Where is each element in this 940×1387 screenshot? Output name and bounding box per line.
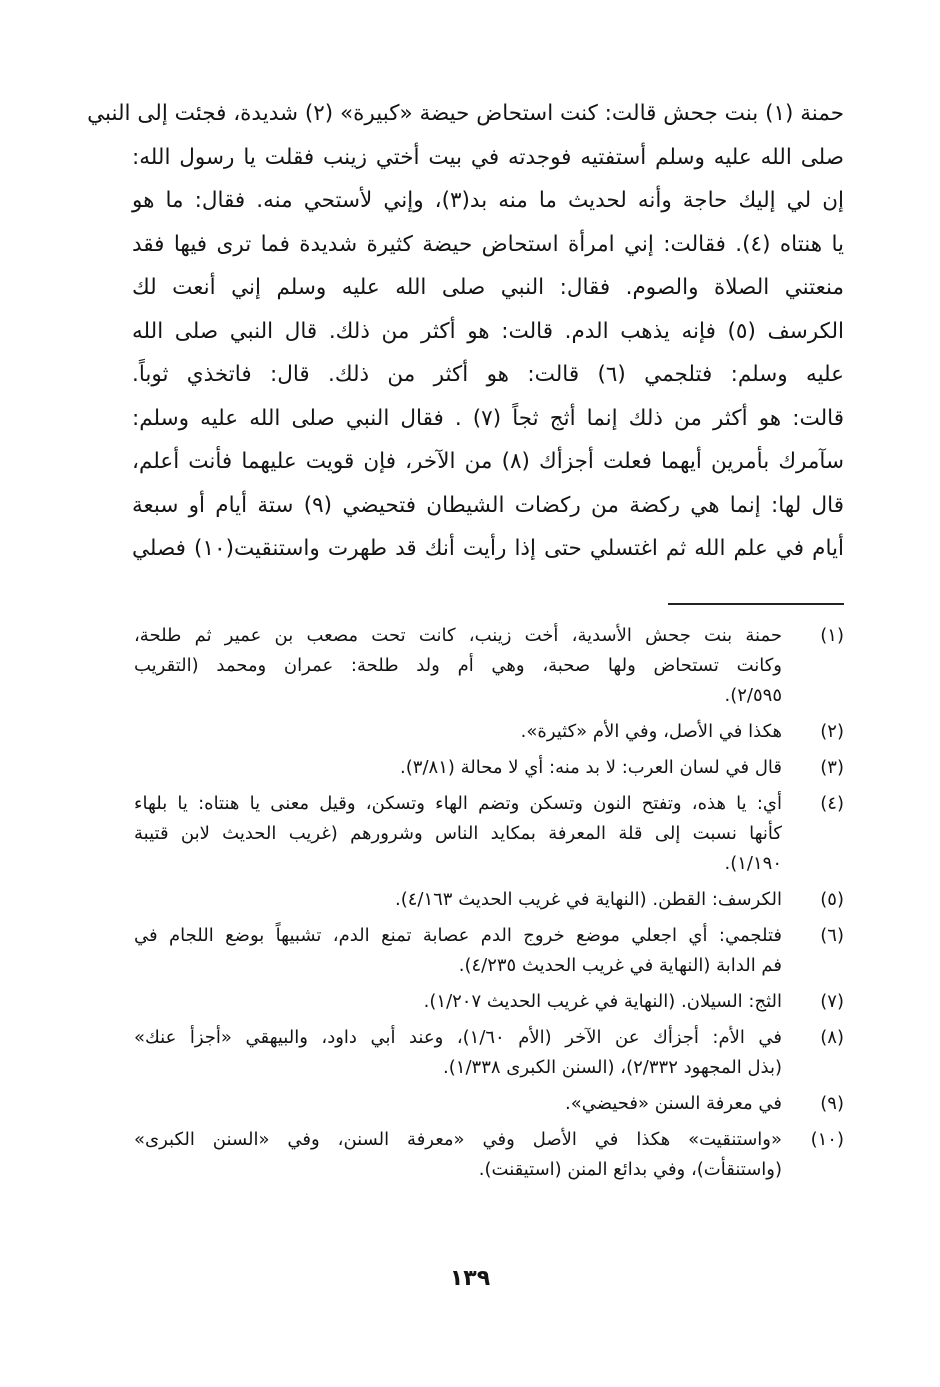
page-number: ١٣٩: [449, 1266, 491, 1291]
footnote-item: [134, 789, 844, 879]
footnote-line: حمنة بنت جحش الأسدية، أخت زينب، كانت تحت مصعب بن عمير ثم طلحة،: [134, 625, 782, 646]
footnote-item: [134, 753, 844, 783]
main-text-line: إن لي إليك حاجة وأنه لحديث ما منه بد(٣)، وإني لأستحي منه. فقال: ما هو: [132, 188, 844, 213]
footnote-number: (٤): [820, 793, 844, 814]
main-text-line: صلى الله عليه وسلم أستفتيه فوجدته في بيت أختي زينب فقلت يا رسول الله:: [132, 144, 844, 170]
main-text-line: يا هنتاه (٤). فقالت: إني امرأة استحاض حيضة كثيرة شديدة فما ترى فيها فقد: [132, 231, 844, 257]
footnote-line: الكرسف: القطن. (النهاية في غريب الحديث ٤/١٦٣).: [394, 889, 782, 910]
footnote-item: [134, 921, 844, 981]
footnote-number: (١٠): [810, 1129, 844, 1150]
footnote-line: في الأم: أجزأك عن الآخر (الأم ١/٦٠)، وعند أبي داود، والبيهقي «أجزأ عنك»: [134, 1027, 782, 1048]
footnote-text: [134, 789, 782, 879]
main-text-line: الكرسف (٥) فإنه يذهب الدم. قالت: هو أكثر من ذلك. قال النبي صلى الله: [132, 318, 844, 344]
main-text-line: عليه وسلم: فتلجمي (٦) قالت: هو أكثر من ذلك. قال: فاتخذي ثوباً.: [132, 362, 844, 387]
main-text-line: حمنة (١) بنت جحش قالت: كنت استحاض حيضة «كبيرة» (٢) شديدة، فجئت إلى النبي: [87, 101, 844, 126]
footnote-line: الثج: السيلان. (النهاية في غريب الحديث ١/٢٠٧).: [423, 991, 782, 1012]
footnote-line: فم الدابة (النهاية في غريب الحديث ٤/٢٣٥).: [458, 955, 782, 976]
footnote-number: (٥): [820, 889, 844, 910]
footnote-number: (٢): [820, 721, 844, 742]
main-text-line: منعتني الصلاة والصوم. فقال: النبي صلى الله عليه وسلم إني أنعت لك: [132, 275, 844, 300]
footnote-text: [134, 753, 782, 783]
footnote-number: (٩): [820, 1093, 844, 1114]
footnote-line: أي: يا هذه، وتفتح النون وتسكن وتضم الهاء وتسكن، وقيل معنى يا هنتاه: يا بلهاء: [134, 793, 782, 814]
footnote-item: [134, 717, 844, 747]
footnote-text: [134, 1125, 782, 1185]
main-text-line: قال لها: إنما هي ركضة من ركضات الشيطان فتحيضي (٩) ستة أيام أو سبعة: [132, 492, 844, 518]
main-text-line: سآمرك بأمرين أيهما فعلت أجزأك (٨) من الآخر، فإن قويت عليهما فأنت أعلم،: [132, 449, 844, 474]
footnotes-list: [134, 621, 844, 1191]
footnote-item: [134, 987, 844, 1017]
footnote-text: [134, 885, 782, 915]
footnote-line: ١/١٩٠).: [724, 853, 782, 874]
footnote-text: [134, 921, 782, 981]
footnote-line: ٢/٥٩٥).: [724, 685, 782, 706]
footnote-item: [134, 1125, 844, 1185]
footnote-line: «واستنقيت» هكذا في الأصل وفي «معرفة السنن، وفي «السنن الكبرى»: [134, 1129, 782, 1150]
footnote-line: (واستنقأت)، وفي بدائع المنن (استيقنت).: [478, 1159, 782, 1180]
main-text-line: قالت: هو أكثر من ذلك إنما أثج ثجاً (٧) . فقال النبي صلى الله عليه وسلم:: [132, 405, 844, 431]
footnote-number: (٨): [820, 1027, 844, 1048]
footnote-line: هكذا في الأصل، وفي الأم «كثيرة».: [520, 721, 782, 742]
footnote-line: (بذل المجهود ٢/٣٣٢)، (السنن الكبرى ١/٣٣٨).: [443, 1057, 782, 1078]
footnote-number: (١): [820, 625, 844, 646]
footnote-item: [134, 885, 844, 915]
footnote-item: [134, 1089, 844, 1119]
footnote-text: [134, 987, 782, 1017]
footnote-number: (٣): [820, 757, 844, 778]
footnote-text: [134, 1023, 782, 1083]
footnote-line: كأنها نسبت إلى قلة المعرفة بمكايد الناس وشرورهم (غريب الحديث لابن قتيبة: [134, 823, 782, 844]
footnote-text: [134, 621, 782, 711]
footnote-item: [134, 621, 844, 711]
main-text-block: [87, 92, 845, 571]
footnote-line: فتلجمي: أي اجعلي موضع خروج الدم عصابة تمنع الدم، تشبيهاً بوضع اللجام في: [134, 925, 782, 946]
footnote-number: (٦): [820, 925, 844, 946]
footnote-number: (٧): [820, 991, 844, 1012]
main-text-line: أيام في علم الله ثم اغتسلي حتى إذا رأيت أنك قد طهرت واستنقيت(١٠) فصلي: [132, 536, 845, 561]
footnote-item: [134, 1023, 844, 1083]
footnote-text: [134, 1089, 782, 1119]
footnote-line: وكانت تستحاض ولها صحبة، وهي أم ولد طلحة: عمران ومحمد (التقريب: [134, 655, 782, 676]
footnote-line: قال في لسان العرب: لا بد منه: أي لا محالة (٣/٨١).: [400, 757, 782, 778]
footnote-line: في معرفة السنن «فحيضي».: [565, 1093, 782, 1114]
footnote-separator: [668, 603, 844, 605]
footnote-text: [134, 717, 782, 747]
